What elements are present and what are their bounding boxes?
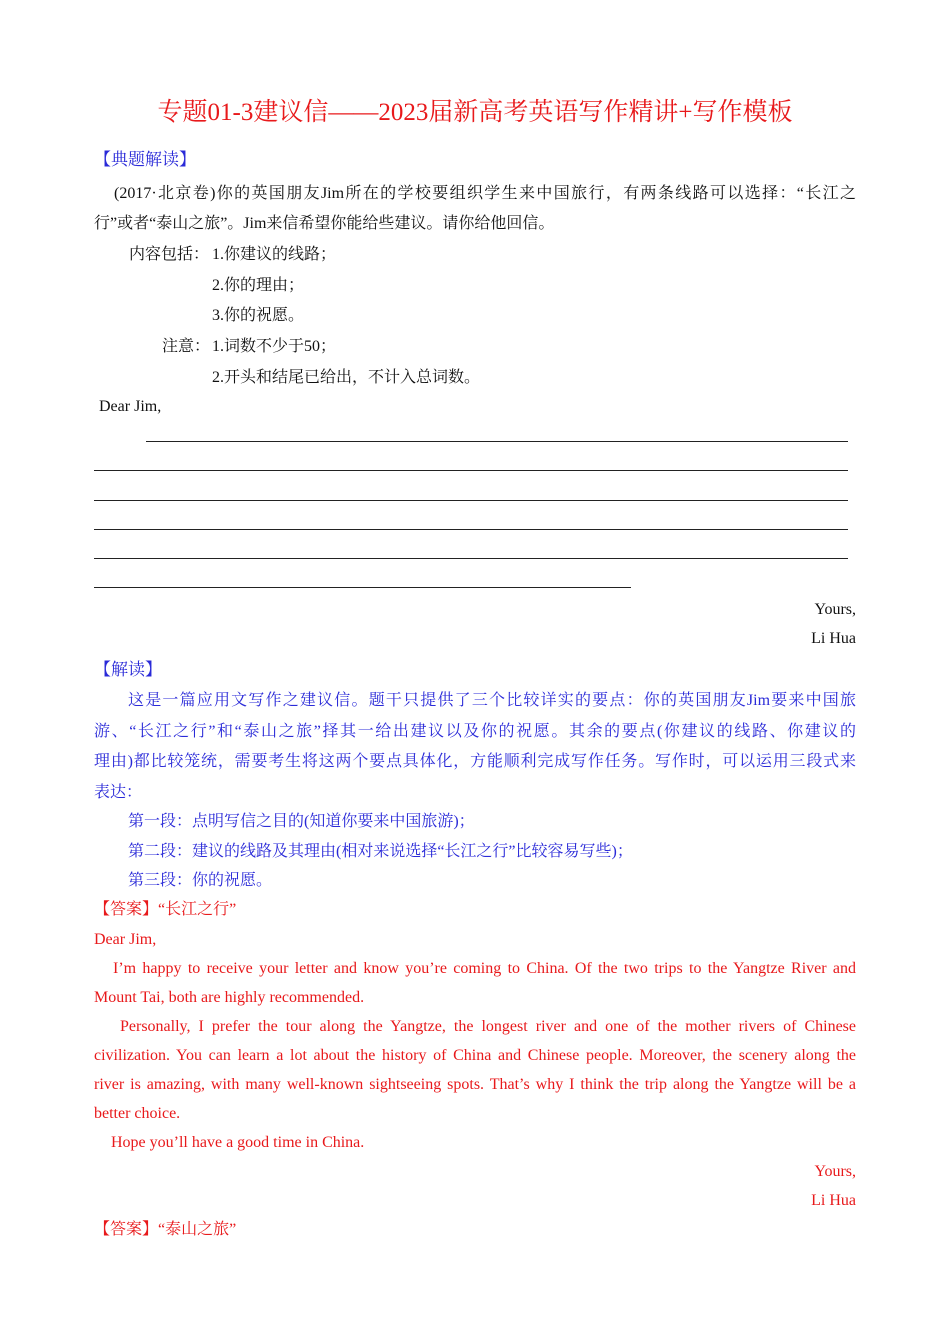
analysis-line-3: 理由)都比较笼统，需要考生将这两个要点具体化，方能顺利完成写作任务。写作时，可以运用三段式来 [94, 753, 856, 770]
answer-line-4: civilization. You can learn a lot about the history of China and Chinese people. Moreover, the scenery along the [94, 1047, 856, 1064]
answer-closing: Yours, [814, 1163, 856, 1180]
writing-line [94, 558, 848, 559]
answer-salutation: Dear Jim, [94, 931, 157, 948]
answer-signature: Li Hua [811, 1192, 856, 1209]
writing-line [146, 441, 848, 442]
answer-line-6: better choice. [94, 1105, 181, 1122]
writing-line [94, 470, 848, 471]
analysis-line-4: 表达： [94, 784, 143, 801]
analysis-line-2: 游、“长江之行”和“泰山之旅”择其一给出建议以及你的祝愿。其余的要点(你建议的线路、你建议的 [94, 723, 856, 740]
note-label: 注意： [162, 338, 211, 355]
section-heading-analysis: 【解读】 [94, 660, 162, 679]
writing-line [94, 587, 631, 588]
writing-line [94, 529, 848, 530]
note-item-1: 1.词数不少于50； [212, 338, 337, 355]
answer-line-1: I’m happy to receive your letter and know you’re coming to China. Of the two trips to the Yangtze River and [113, 960, 856, 977]
content-item-2: 2.你的理由； [212, 277, 305, 294]
content-label: 内容包括： [129, 246, 210, 263]
analysis-line-1: 这是一篇应用文写作之建议信。题干只提供了三个比较详实的要点：你的英国朋友Jim要来中国旅 [128, 692, 856, 709]
answer-heading-taishan: 【答案】“泰山之旅” [94, 1221, 237, 1238]
prompt-closing: Yours, [814, 601, 856, 618]
analysis-paragraph-3: 第三段：你的祝愿。 [128, 872, 273, 889]
content-item-3: 3.你的祝愿。 [212, 307, 305, 324]
analysis-paragraph-1: 第一段：点明写信之目的(知道你要来中国旅游)； [128, 813, 475, 830]
prompt-signature: Li Hua [811, 630, 856, 647]
answer-heading-yangtze: 【答案】“长江之行” [94, 901, 237, 918]
prompt-line-1: (2017·北京卷)你的英国朋友Jim所在的学校要组织学生来中国旅行，有两条线路可以选择：“长江之 [114, 185, 856, 202]
section-heading-typical: 【典题解读】 [94, 150, 196, 169]
answer-line-3: Personally, I prefer the tour along the Yangtze, the longest river and one of the mother rivers of Chinese [120, 1018, 856, 1035]
answer-line-7: Hope you’ll have a good time in China. [111, 1134, 365, 1151]
writing-line [94, 500, 848, 501]
analysis-paragraph-2: 第二段：建议的线路及其理由(相对来说选择“长江之行”比较容易写些)； [128, 843, 633, 860]
content-item-1: 1.你建议的线路； [212, 246, 337, 263]
answer-line-5: river is amazing, with many well-known sightseeing spots. That’s why I think the trip along the Yangtze will be a [94, 1076, 856, 1093]
prompt-salutation: Dear Jim, [99, 398, 162, 415]
prompt-line-2: 行”或者“泰山之旅”。Jim来信希望你能给些建议。请你给他回信。 [94, 215, 555, 232]
answer-line-2: Mount Tai, both are highly recommended. [94, 989, 365, 1006]
page-title: 专题01-3建议信——2023届新高考英语写作精讲+写作模板 [157, 99, 793, 126]
note-item-2: 2.开头和结尾已给出，不计入总词数。 [212, 369, 481, 386]
